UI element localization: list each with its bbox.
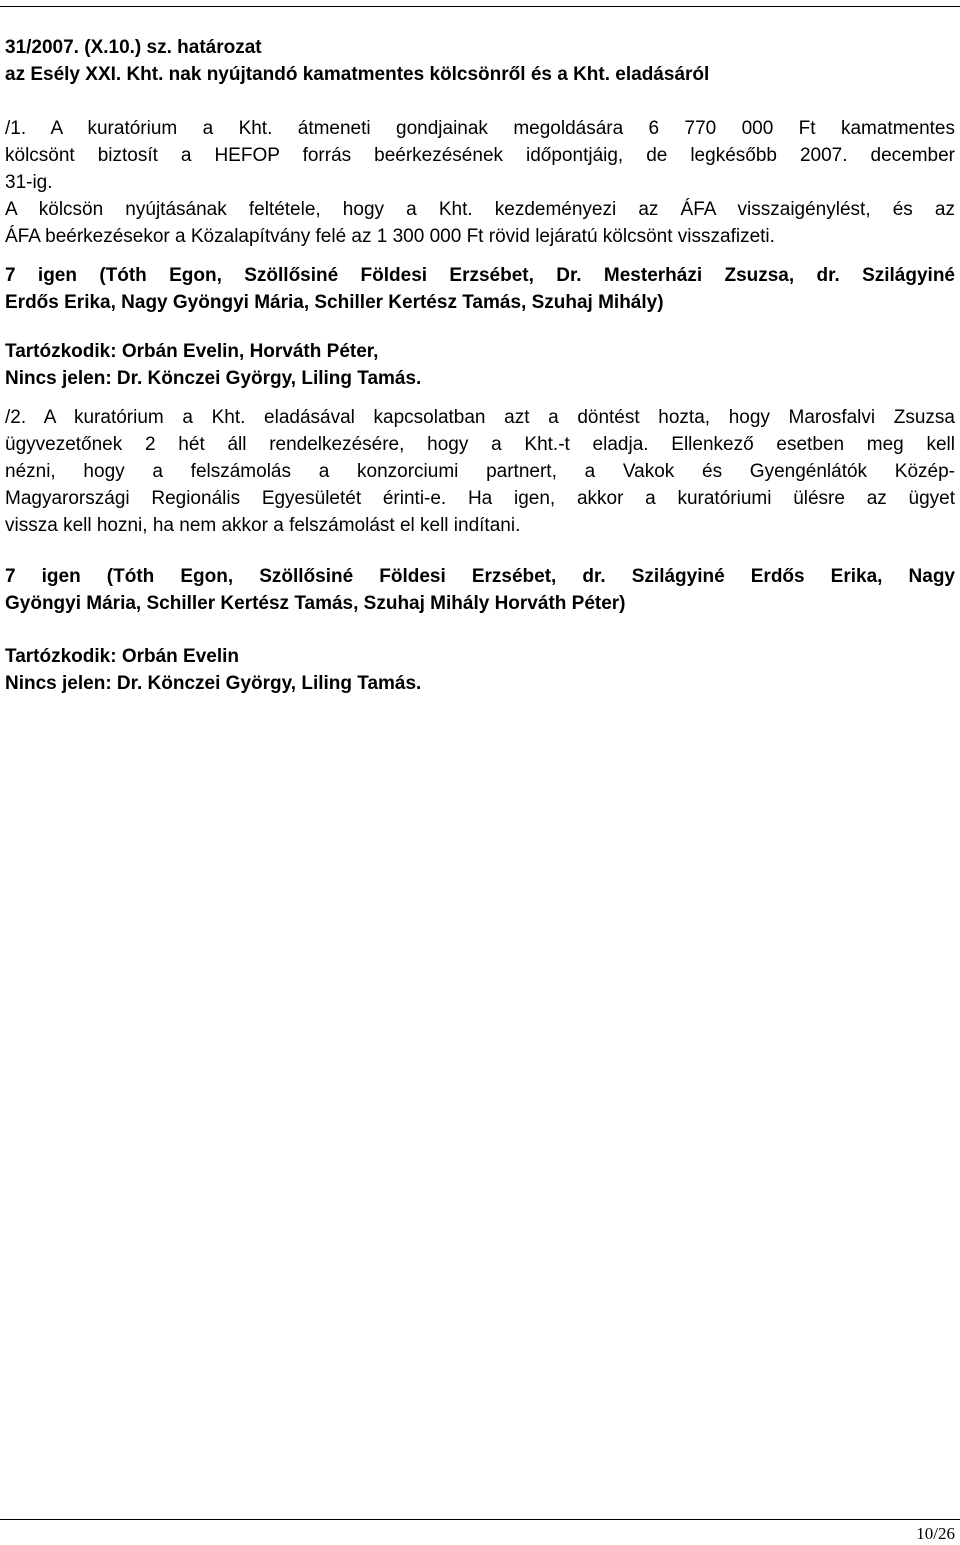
abstain-1: Tartózkodik: Orbán Evelin, Horváth Péter, bbox=[5, 341, 379, 362]
vote-result-2-line-2: Gyöngyi Mária, Schiller Kertész Tamás, Szuhaj Mihály Horváth Péter) bbox=[5, 593, 626, 614]
section-1-line-1: /1. A kuratórium a Kht. átmeneti gondjainak megoldására 6 770 000 Ft kamatmentes bbox=[5, 118, 955, 139]
abstain-2: Tartózkodik: Orbán Evelin bbox=[5, 646, 240, 667]
document-body bbox=[5, 34, 955, 697]
vote-result-2-line-1: 7 igen (Tóth Egon, Szöllősiné Földesi Erzsébet, dr. Szilágyiné Erdős Erika, Nagy bbox=[5, 566, 955, 587]
absent-1: Nincs jelen: Dr. Könczei György, Liling Tamás. bbox=[5, 368, 422, 389]
section-2-line-3: nézni, hogy a felszámolás a konzorciumi partnert, a Vakok és Gyengénlátók Közép- bbox=[5, 461, 955, 482]
header-rule bbox=[0, 6, 960, 7]
section-2-line-5: vissza kell hozni, ha nem akkor a felszámolást el kell indítani. bbox=[5, 515, 521, 536]
section-1-line-4: A kölcsön nyújtásának feltétele, hogy a Kht. kezdeményezi az ÁFA visszaigénylést, és az bbox=[5, 199, 955, 220]
section-2-line-2: ügyvezetőnek 2 hét áll rendelkezésére, hogy a Kht.-t eladja. Ellenkező esetben meg kell bbox=[5, 434, 955, 455]
title-line-1: 31/2007. (X.10.) sz. határozat bbox=[5, 37, 262, 58]
section-2 bbox=[5, 404, 955, 697]
section-1-line-2: kölcsönt biztosít a HEFOP forrás beérkezésének időpontjáig, de legkésőbb 2007. december bbox=[5, 145, 955, 166]
section-1-line-3: 31-ig. bbox=[5, 172, 53, 193]
page-number: 10/26 bbox=[916, 1524, 955, 1543]
title-line-2: az Esély XXI. Kht. nak nyújtandó kamatmentes kölcsönről és a Kht. eladásáról bbox=[5, 64, 710, 85]
section-2-line-1: /2. A kuratórium a Kht. eladásával kapcsolatban azt a döntést hozta, hogy Marosfalvi Zsuzsa bbox=[5, 407, 955, 428]
resolution-title bbox=[5, 34, 955, 88]
section-1-line-5: ÁFA beérkezésekor a Közalapítvány felé az 1 300 000 Ft rövid lejáratú kölcsönt visszafizeti. bbox=[5, 226, 775, 247]
absent-2: Nincs jelen: Dr. Könczei György, Liling Tamás. bbox=[5, 673, 422, 694]
footer-rule bbox=[0, 1519, 960, 1520]
vote-result-1-line-1: 7 igen (Tóth Egon, Szöllősiné Földesi Erzsébet, Dr. Mesterházi Zsuzsa, dr. Szilágyiné bbox=[5, 265, 955, 286]
section-2-line-4: Magyarországi Regionális Egyesületét érinti-e. Ha igen, akkor a kuratóriumi ülésre az ügyet bbox=[5, 488, 955, 509]
vote-result-1-line-2: Erdős Erika, Nagy Gyöngyi Mária, Schiller Kertész Tamás, Szuhaj Mihály) bbox=[5, 292, 664, 313]
section-1 bbox=[5, 115, 955, 392]
